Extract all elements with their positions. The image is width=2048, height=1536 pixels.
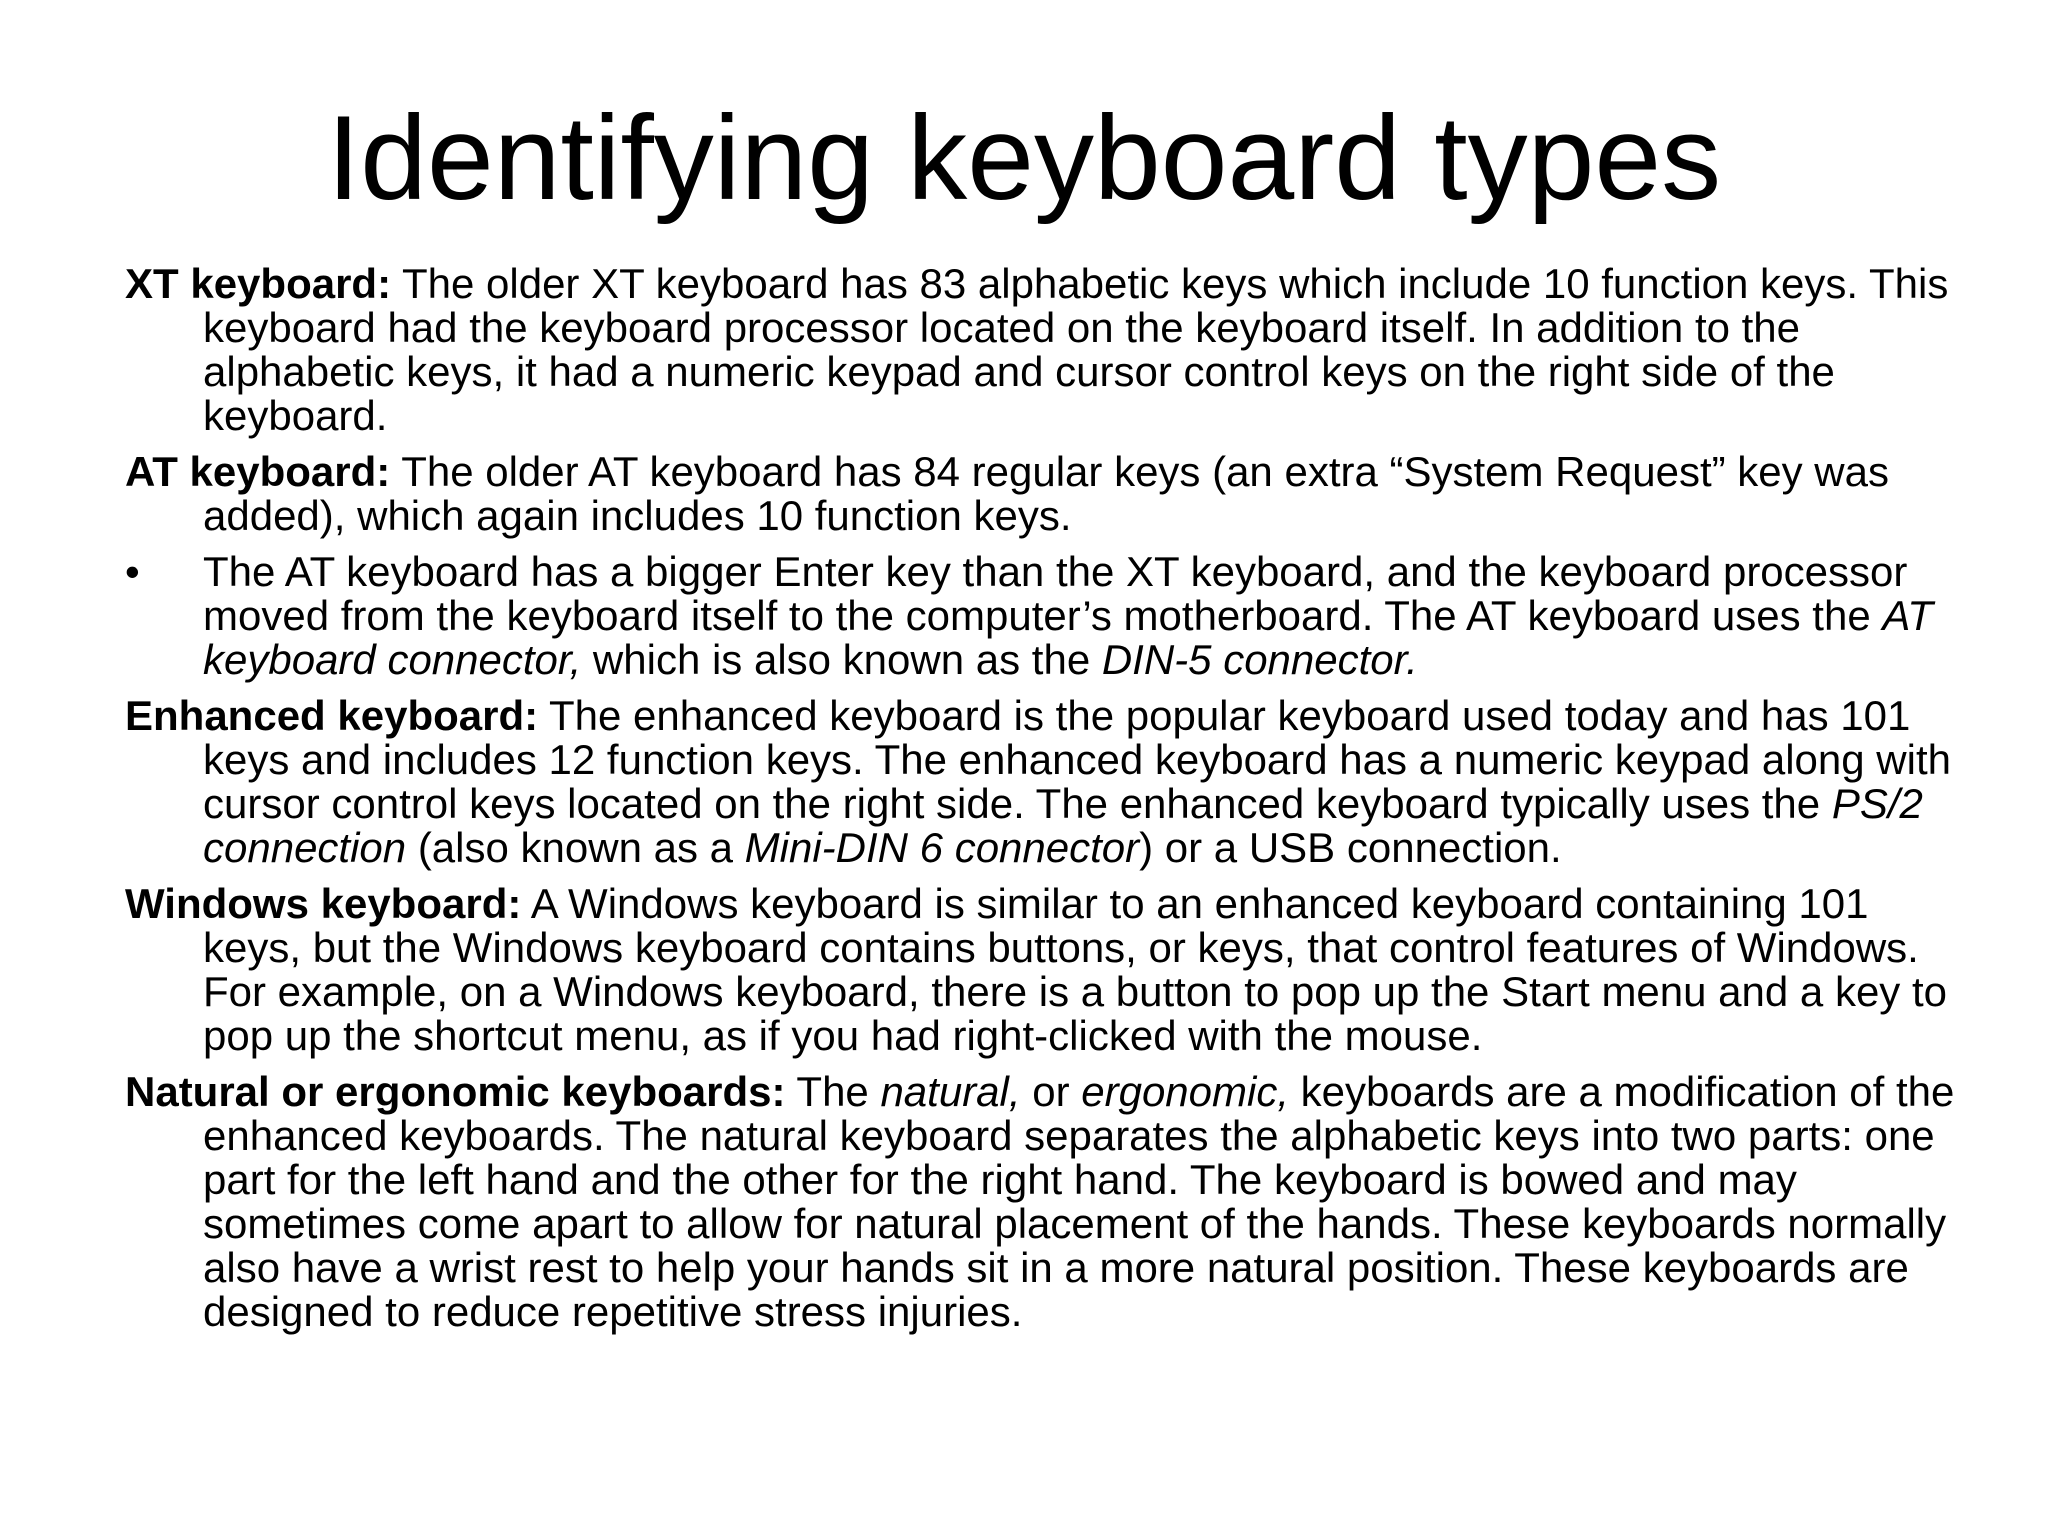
at-keyboard-paragraph <box>125 450 1955 538</box>
slide-body <box>125 262 1955 1346</box>
natural-text-1: The <box>785 1068 881 1115</box>
natural-text-3: keyboards are a modification of the enhanced keyboards. The natural keyboard separates the alphabetic keys into two parts: one part for the left hand and the other for the right hand. The keyboard is bowed and may sometimes come apart to allow for natural placement of the hands. These keyboards normally also have a wrist rest to help your hands sit in a more natural position. These keyboards are designed to reduce repetitive stress injuries. <box>203 1068 1955 1335</box>
slide-title: Identifying keyboard types <box>326 91 1722 225</box>
natural-text-2: or <box>1020 1068 1082 1115</box>
windows-keyboard-paragraph <box>125 882 1955 1058</box>
windows-keyboard-text: A Windows keyboard is similar to an enhanced keyboard containing 101 keys, but the Windows keyboard contains buttons, or keys, that control features of Windows. For example, on a Windows keyboard, there is a button to pop up the Start menu and a key to pop up the shortcut menu, as if you had right-clicked with the mouse. <box>203 880 1948 1059</box>
enhanced-keyboard-term: Enhanced keyboard: <box>125 692 539 739</box>
bullet-icon: • <box>125 548 140 595</box>
at-keyboard-bullet <box>125 550 1955 682</box>
windows-keyboard-term: Windows keyboard: <box>125 880 522 927</box>
at-bullet-text-1: The AT keyboard has a bigger Enter key than the XT keyboard, and the keyboard processor moved from the keyboard itself to the computer’s motherboard. The AT keyboard uses the <box>203 548 1908 639</box>
at-bullet-emphasis-2: DIN-5 connector. <box>1101 636 1418 683</box>
natural-emphasis-2: ergonomic, <box>1081 1068 1289 1115</box>
enhanced-text-2: (also known as a <box>406 824 745 871</box>
xt-keyboard-paragraph <box>125 262 1955 438</box>
enhanced-emphasis-1: PS/2 connection <box>203 780 1923 871</box>
at-keyboard-text: The older AT keyboard has 84 regular keys (an extra “System Request” key was added), which again includes 10 function keys. <box>203 448 1889 539</box>
at-keyboard-term: AT keyboard: <box>125 448 391 495</box>
at-bullet-emphasis-1: AT keyboard connector, <box>203 592 1933 683</box>
enhanced-emphasis-2: Mini-DIN 6 connector <box>744 824 1140 871</box>
enhanced-text-3: ) or a USB connection. <box>1139 824 1562 871</box>
natural-emphasis-1: natural, <box>880 1068 1021 1115</box>
natural-keyboard-paragraph <box>125 1070 1955 1334</box>
enhanced-text-1: The enhanced keyboard is the popular keyboard used today and has 101 keys and includes 12 function keys. The enhanced keyboard has a numeric keypad along with cursor control keys located on the right side. The enhanced keyboard typically uses the <box>203 692 1951 827</box>
xt-keyboard-text: The older XT keyboard has 83 alphabetic keys which include 10 function keys. This keyboard had the keyboard processor located on the keyboard itself. In addition to the alphabetic keys, it had a numeric keypad and cursor control keys on the right side of the keyboard. <box>203 260 1949 439</box>
enhanced-keyboard-paragraph <box>125 694 1955 870</box>
at-bullet-text-2: which is also known as the <box>581 636 1102 683</box>
xt-keyboard-term: XT keyboard: <box>125 260 392 307</box>
natural-keyboard-term: Natural or ergonomic keyboards: <box>125 1068 786 1115</box>
